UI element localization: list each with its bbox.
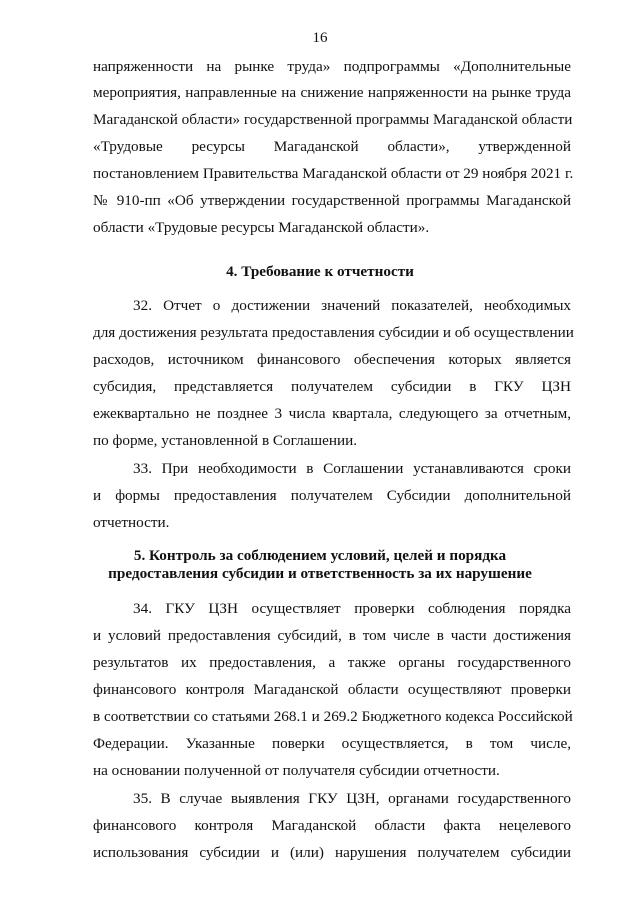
paragraph-34-line: и условий предоставления субсидий, в том числе в части достижения [93,627,571,644]
intro-line: мероприятия, направленные на снижение напряженности на рынке труда [93,84,571,101]
paragraph-32-line: ежеквартально не позднее 3 числа квартала, следующего за отчетным, [93,405,571,422]
paragraph-34-line: Федерации. Указанные поверки осуществляется, в том числе, [93,735,571,752]
paragraph-34-line: результатов их предоставления, а также органы государственного [93,654,571,671]
paragraph-32-line: по форме, установленной в Соглашении. [93,432,358,449]
page-number: 16 [312,30,328,46]
paragraph-33-line: 33. При необходимости в Соглашении устанавливаются сроки [133,460,571,477]
intro-line: постановлением Правительства Магаданской области от 29 ноября 2021 г. [93,165,574,182]
section-heading-4: 4. Требование к отчетности [226,263,414,280]
paragraph-32-line: субсидия, представляется получателем субсидии в ГКУ ЦЗН [93,378,571,395]
paragraph-35-line: 35. В случае выявления ГКУ ЦЗН, органами государственного [133,790,571,807]
section-heading-5: 5. Контроль за соблюдением условий, целей и порядка [133,547,507,564]
intro-line: области «Трудовые ресурсы Магаданской области». [93,219,430,236]
paragraph-33-line: и формы предоставления получателем Субсидии дополнительной [93,487,571,504]
paragraph-35-line: использования субсидии и (или) нарушения получателем субсидии [93,844,571,861]
section-heading-5-line2: предоставления субсидии и ответственность за их нарушение [108,565,532,582]
paragraph-34-line: 34. ГКУ ЦЗН осуществляет проверки соблюдения порядка [133,600,571,617]
paragraph-34-line: финансового контроля Магаданской области осуществляют проверки [93,681,571,698]
paragraph-32-line: для достижения результата предоставления субсидии и об осуществлении [93,324,574,341]
paragraph-34-line: в соответствии со статьями 268.1 и 269.2 Бюджетного кодекса Российской [93,708,573,725]
intro-line: Магаданской области» государственной программы Магаданской области [93,111,573,128]
intro-line: № 910-пп «Об утверждении государственной программы Магаданской [93,192,571,209]
paragraph-33-line: отчетности. [93,514,170,531]
intro-line: «Трудовые ресурсы Магаданской области», утвержденной [93,138,571,155]
paragraph-32-line: расходов, источником финансового обеспечения которых является [93,351,571,368]
paragraph-35-line: финансового контроля Магаданской области факта нецелевого [93,817,571,834]
paragraph-32-line: 32. Отчет о достижении значений показателей, необходимых [133,297,571,314]
paragraph-34-line: на основании полученной от получателя субсидии отчетности. [93,762,500,779]
intro-line: напряженности на рынке труда» подпрограммы «Дополнительные [93,58,571,75]
